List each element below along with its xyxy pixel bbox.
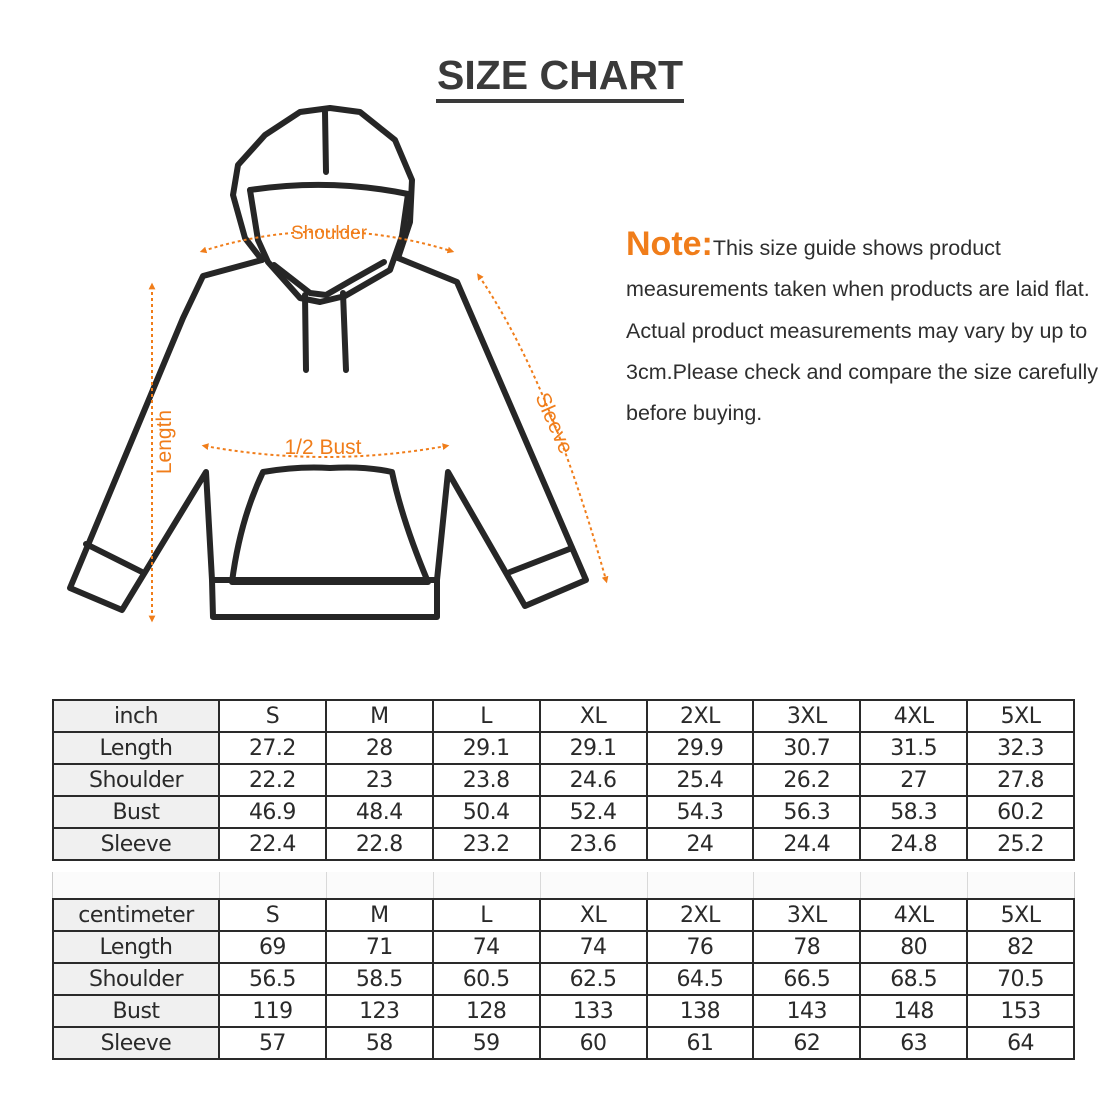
value-cell: 48.4 — [326, 796, 433, 828]
value-cell: 76 — [647, 931, 754, 963]
value-cell: 128 — [433, 995, 540, 1027]
value-cell: 25.2 — [967, 828, 1074, 860]
value-cell: 66.5 — [753, 963, 860, 995]
value-cell: 23.6 — [540, 828, 647, 860]
value-cell: 54.3 — [647, 796, 754, 828]
value-cell: 24.6 — [540, 764, 647, 796]
size-header-cell: XL — [540, 700, 647, 732]
size-header-cell: 3XL — [753, 899, 860, 931]
value-cell: 123 — [326, 995, 433, 1027]
value-cell: 29.9 — [647, 732, 754, 764]
note-text: This size guide shows product measurements taken when products are laid flat. Actual product measurements may vary by up to 3cm.Please check and compare the size carefully before buying. — [626, 236, 1099, 426]
value-cell: 24.4 — [753, 828, 860, 860]
size-header-cell: 4XL — [860, 700, 967, 732]
value-cell: 52.4 — [540, 796, 647, 828]
value-cell: 60.5 — [433, 963, 540, 995]
value-cell: 30.7 — [753, 732, 860, 764]
value-cell: 24 — [647, 828, 754, 860]
size-header-cell: 5XL — [967, 700, 1074, 732]
value-cell: 27 — [860, 764, 967, 796]
table-row — [53, 764, 1074, 796]
table-header-row — [53, 899, 1074, 931]
value-cell: 50.4 — [433, 796, 540, 828]
row-label-cell: Sleeve — [53, 828, 219, 860]
row-label-cell: Length — [53, 732, 219, 764]
value-cell: 74 — [433, 931, 540, 963]
row-label-cell: Bust — [53, 995, 219, 1027]
unit-cell: centimeter — [53, 899, 219, 931]
value-cell: 138 — [647, 995, 754, 1027]
value-cell: 58.3 — [860, 796, 967, 828]
hoodie-diagram — [55, 100, 625, 635]
value-cell: 23.8 — [433, 764, 540, 796]
size-header-cell: S — [219, 899, 326, 931]
value-cell: 31.5 — [860, 732, 967, 764]
value-cell: 61 — [647, 1027, 754, 1059]
value-cell: 56.5 — [219, 963, 326, 995]
value-cell: 22.2 — [219, 764, 326, 796]
value-cell: 60 — [540, 1027, 647, 1059]
value-cell: 58.5 — [326, 963, 433, 995]
size-header-cell: S — [219, 700, 326, 732]
value-cell: 148 — [860, 995, 967, 1027]
size-header-cell: L — [433, 899, 540, 931]
table-row — [53, 995, 1074, 1027]
value-cell: 62.5 — [540, 963, 647, 995]
table-row — [53, 732, 1074, 764]
value-cell: 153 — [967, 995, 1074, 1027]
size-header-cell: 4XL — [860, 899, 967, 931]
value-cell: 64.5 — [647, 963, 754, 995]
table-row — [53, 931, 1074, 963]
value-cell: 27.8 — [967, 764, 1074, 796]
value-cell: 22.4 — [219, 828, 326, 860]
table-header-row — [53, 700, 1074, 732]
value-cell: 24.8 — [860, 828, 967, 860]
row-label-cell: Bust — [53, 796, 219, 828]
value-cell: 59 — [433, 1027, 540, 1059]
value-cell: 23 — [326, 764, 433, 796]
value-cell: 119 — [219, 995, 326, 1027]
value-cell: 64 — [967, 1027, 1074, 1059]
row-label-cell: Shoulder — [53, 764, 219, 796]
value-cell: 68.5 — [860, 963, 967, 995]
size-table-cm — [52, 898, 1075, 1060]
note — [626, 224, 1106, 434]
size-header-cell: M — [326, 700, 433, 732]
size-header-cell: M — [326, 899, 433, 931]
value-cell: 29.1 — [433, 732, 540, 764]
value-cell: 27.2 — [219, 732, 326, 764]
value-cell: 82 — [967, 931, 1074, 963]
shoulder-label: Shoulder — [290, 223, 368, 244]
row-label-cell: Shoulder — [53, 963, 219, 995]
sleeve-arrow — [479, 276, 606, 580]
size-header-cell: 3XL — [753, 700, 860, 732]
table-row — [53, 828, 1074, 860]
row-label-cell: Sleeve — [53, 1027, 219, 1059]
value-cell: 23.2 — [433, 828, 540, 860]
sleeve-label: Sleeve — [530, 389, 578, 458]
size-header-cell: 2XL — [647, 899, 754, 931]
title-wrap — [0, 52, 1120, 103]
page-title: SIZE CHART — [436, 52, 684, 103]
value-cell: 22.8 — [326, 828, 433, 860]
value-cell: 46.9 — [219, 796, 326, 828]
value-cell: 71 — [326, 931, 433, 963]
value-cell: 26.2 — [753, 764, 860, 796]
table-row — [53, 963, 1074, 995]
size-header-cell: L — [433, 700, 540, 732]
value-cell: 57 — [219, 1027, 326, 1059]
note-label: Note: — [626, 225, 713, 263]
value-cell: 60.2 — [967, 796, 1074, 828]
table-row — [53, 1027, 1074, 1059]
bust-label: 1/2 Bust — [284, 436, 362, 459]
value-cell: 80 — [860, 931, 967, 963]
size-header-cell: 5XL — [967, 899, 1074, 931]
size-header-cell: 2XL — [647, 700, 754, 732]
value-cell: 78 — [753, 931, 860, 963]
value-cell: 32.3 — [967, 732, 1074, 764]
row-label-cell: Length — [53, 931, 219, 963]
value-cell: 69 — [219, 931, 326, 963]
value-cell: 29.1 — [540, 732, 647, 764]
value-cell: 143 — [753, 995, 860, 1027]
value-cell: 25.4 — [647, 764, 754, 796]
value-cell: 70.5 — [967, 963, 1074, 995]
size-header-cell: XL — [540, 899, 647, 931]
value-cell: 74 — [540, 931, 647, 963]
length-label: Length — [153, 409, 176, 475]
value-cell: 62 — [753, 1027, 860, 1059]
table-row — [53, 796, 1074, 828]
value-cell: 58 — [326, 1027, 433, 1059]
value-cell: 133 — [540, 995, 647, 1027]
value-cell: 63 — [860, 1027, 967, 1059]
value-cell: 56.3 — [753, 796, 860, 828]
table-spacer — [52, 872, 1075, 898]
size-table-inch — [52, 699, 1075, 861]
unit-cell: inch — [53, 700, 219, 732]
value-cell: 28 — [326, 732, 433, 764]
hoodie-outline — [70, 108, 586, 617]
